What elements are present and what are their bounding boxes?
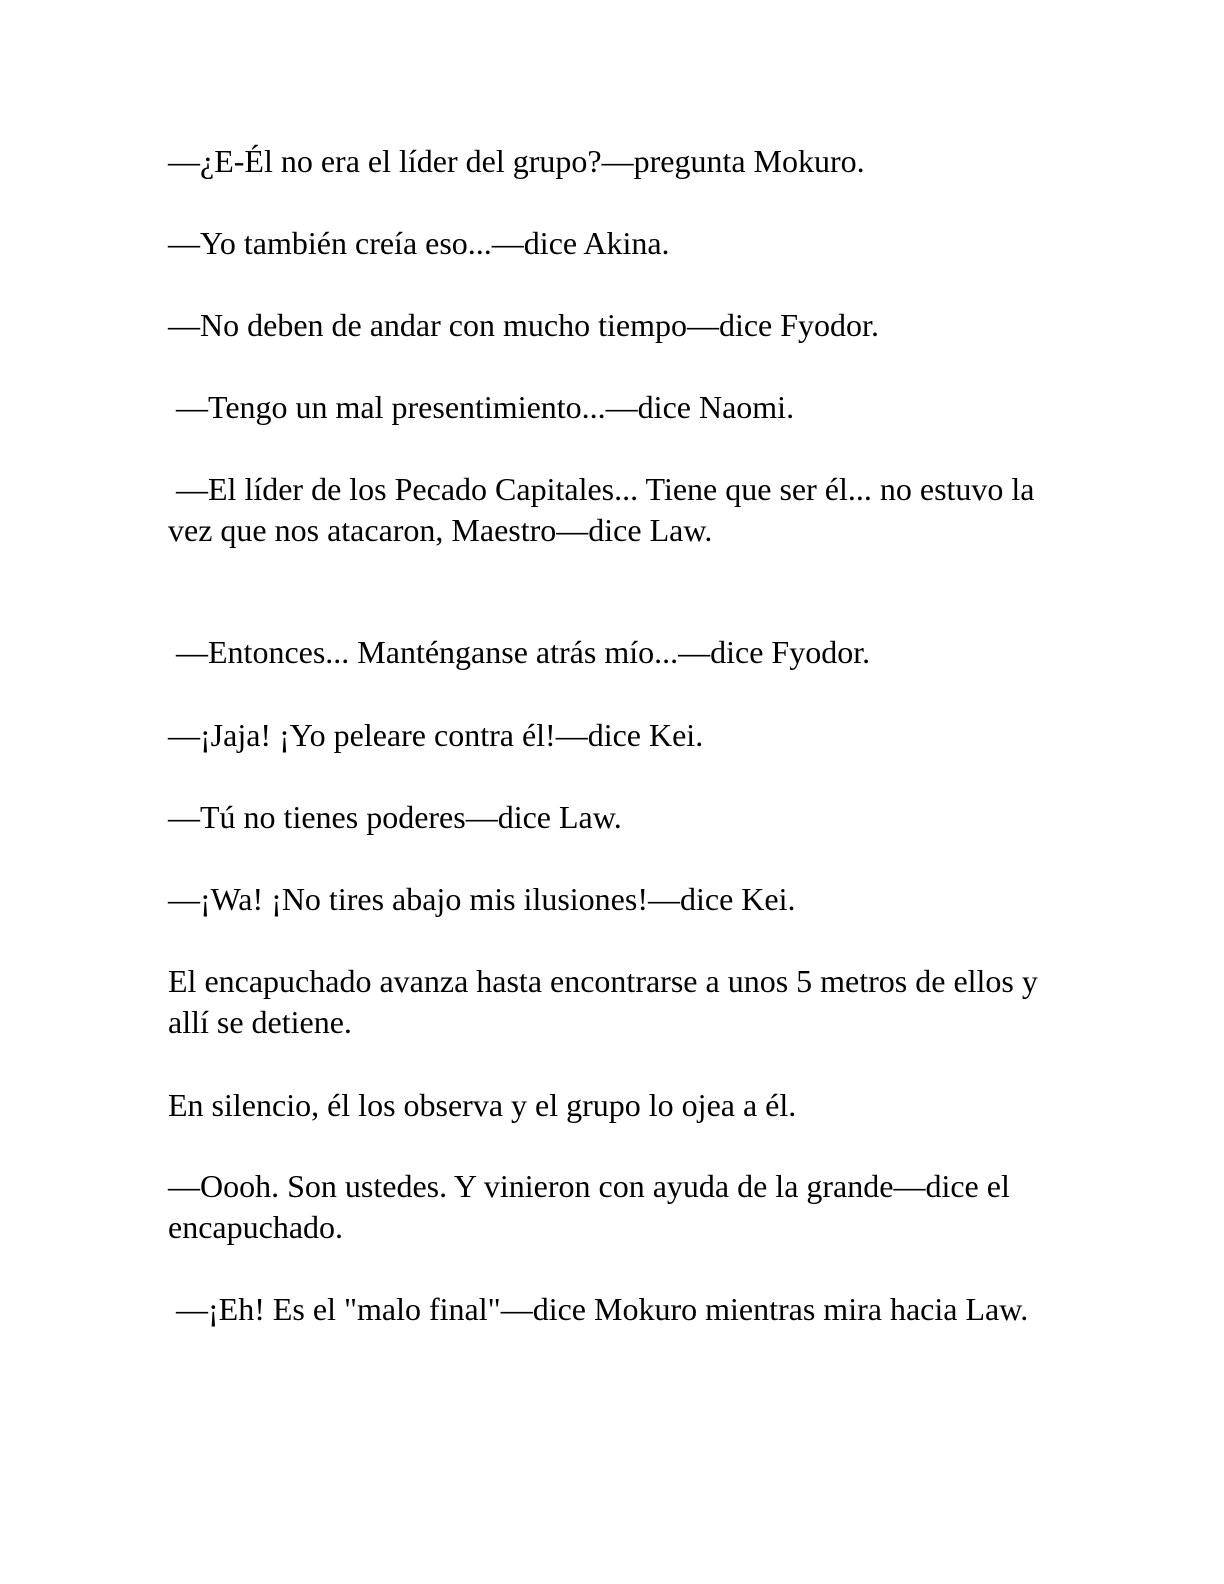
paragraph-hooded-speaks: —Oooh. Son ustedes. Y vinieron con ayuda de la grande—dice el encapuchado.: [168, 1168, 1018, 1245]
paragraph-akina: —Yo también creía eso...—dice Akina.: [168, 225, 670, 261]
paragraph-kei-illusions: —¡Wa! ¡No tires abajo mis ilusiones!—dice Kei.: [168, 881, 796, 917]
paragraph-mokuro-question: —¿E-Él no era el líder del grupo?—pregunta Mokuro.: [168, 143, 865, 179]
paragraph-silence: En silencio, él los observa y el grupo lo ojea a él.: [168, 1087, 797, 1123]
paragraph-law-powers: —Tú no tienes poderes—dice Law.: [168, 799, 622, 835]
paragraph-hooded-advances: El encapuchado avanza hasta encontrarse a unos 5 metros de ellos y allí se detiene.: [168, 963, 1046, 1040]
paragraph-fyodor-time: —No deben de andar con mucho tiempo—dice Fyodor.: [168, 307, 879, 343]
paragraph-law-leader: —El líder de los Pecado Capitales... Tiene que ser él... no estuvo la vez que nos atacaron, Maestro—dice Law.: [168, 471, 1043, 548]
paragraph-kei-fight: —¡Jaja! ¡Yo peleare contra él!—dice Kei.: [168, 717, 704, 753]
paragraph-mokuro-final: —¡Eh! Es el "malo final"—dice Mokuro mientras mira hacia Law.: [168, 1291, 1029, 1327]
paragraph-naomi: —Tengo un mal presentimiento...—dice Naomi.: [168, 389, 795, 425]
paragraph-fyodor-behind: —Entonces... Manténganse atrás mío...—dice Fyodor.: [168, 634, 871, 670]
